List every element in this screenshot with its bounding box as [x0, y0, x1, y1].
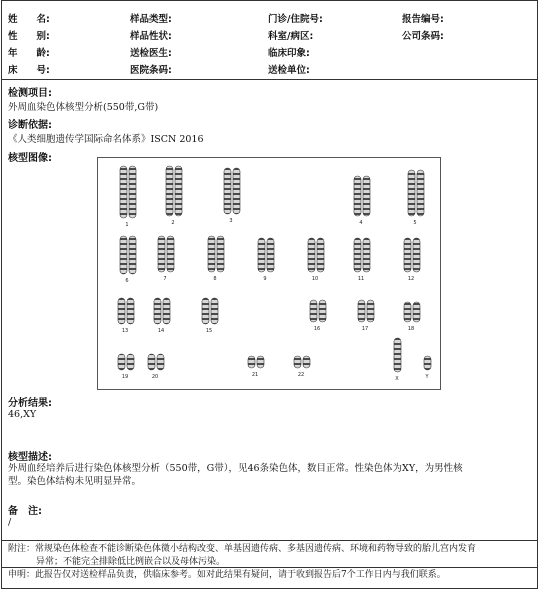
chromosome-pair-17 [358, 300, 374, 332]
karyotype-description-label: 核型描述: [8, 452, 52, 463]
chromosome-number-label: 19 [121, 374, 129, 380]
chromosome-11 [354, 238, 361, 272]
chromosome-19 [118, 354, 125, 370]
chromosome-pair-X [394, 338, 401, 382]
chromosome-21 [248, 356, 255, 368]
chromosome-number-label: 6 [125, 278, 129, 284]
chromosome-pair-20 [148, 354, 164, 380]
chromosome-number-label: 11 [357, 276, 365, 282]
chromosome-7 [158, 236, 165, 272]
department-field: 科室/病区: [268, 31, 314, 42]
chromosome-5 [417, 170, 424, 216]
chromosome-pair-Y [424, 356, 431, 380]
chromosome-pair-9 [258, 238, 274, 282]
chromosome-pair-11 [354, 238, 370, 282]
chromosome-20 [157, 354, 164, 370]
sample-state-field: 样品性状: [130, 31, 172, 42]
chromosome-15 [211, 298, 218, 324]
chromosome-Y [424, 356, 431, 370]
karyotype-description-text [8, 462, 533, 488]
chromosome-8 [208, 236, 215, 272]
note-line-2: 异常；不能完全排除低比例嵌合以及母体污染。 [36, 556, 226, 567]
chromosome-18 [404, 302, 411, 322]
clinical-impression-field: 临床印象: [268, 48, 310, 59]
chromosome-pair-2 [166, 166, 182, 226]
chromosome-number-label: 10 [311, 276, 319, 282]
sample-type-field: 样品类型: [130, 14, 172, 25]
footer-divider-2 [1, 567, 538, 568]
chromosome-9 [258, 238, 265, 272]
chromosome-18 [413, 302, 420, 322]
chromosome-pair-3 [224, 168, 240, 224]
chromosome-number-label: 9 [263, 276, 267, 282]
statement-line: 申明：此报告仅对送检样品负责，供临床参考。如对此结果有疑问，请于收到报告后7个工作日内与我们联系。 [8, 570, 446, 580]
chromosome-6 [120, 236, 127, 274]
test-item-value: 外周血染色体核型分析(550带,G带) [8, 102, 159, 113]
chromosome-X [394, 338, 401, 372]
chromosome-3 [224, 168, 231, 214]
chromosome-pair-22 [294, 356, 310, 378]
karyotype-image-label: 核型图像: [8, 153, 52, 164]
disclaimer [8, 569, 533, 582]
chromosome-pair-16 [310, 300, 326, 332]
diagnosis-basis-value: 《人类细胞遗传学国际命名体系》ISCN 2016 [8, 134, 204, 145]
chromosome-pair-15 [202, 298, 218, 334]
chromosome-pair-5 [408, 170, 424, 226]
test-item-label: 检测项目: [8, 88, 52, 99]
submitting-unit-field: 送检单位: [268, 65, 310, 76]
karyogram [98, 158, 440, 389]
chromosome-pair-6 [120, 236, 136, 284]
chromosome-number-label: 4 [359, 220, 363, 226]
name-field: 姓 名: [8, 14, 50, 25]
chromosome-pair-4 [354, 176, 370, 226]
chromosome-pair-18 [404, 302, 420, 332]
chromosome-12 [413, 238, 420, 272]
chromosome-10 [308, 238, 315, 272]
chromosome-19 [127, 354, 134, 370]
chromosome-2 [175, 166, 182, 216]
divider [1, 79, 538, 80]
chromosome-number-label: 1 [125, 222, 129, 228]
chromosome-number-label: 18 [407, 326, 415, 332]
chromosome-number-label: 12 [407, 276, 415, 282]
chromosome-10 [317, 238, 324, 272]
chromosome-number-label: X [395, 376, 399, 382]
chromosome-pair-14 [154, 298, 170, 334]
outpatient-number-field: 门诊/住院号: [268, 14, 323, 25]
chromosome-pair-1 [120, 166, 136, 228]
hospital-barcode-field: 医院条码: [130, 65, 172, 76]
chromosome-number-label: 22 [297, 372, 305, 378]
chromosome-4 [363, 176, 370, 216]
chromosome-2 [166, 166, 173, 216]
chromosome-number-label: 2 [171, 220, 175, 226]
chromosome-12 [404, 238, 411, 272]
chromosome-14 [163, 298, 170, 324]
bed-number-field: 床 号: [8, 65, 50, 76]
chromosome-8 [217, 236, 224, 272]
company-barcode-field: 公司条码: [402, 31, 444, 42]
chromosome-pair-7 [158, 236, 174, 282]
report-number-field: 报告编号: [402, 14, 444, 25]
age-field: 年 龄: [8, 48, 50, 59]
chromosome-pair-12 [404, 238, 420, 282]
chromosome-number-label: 14 [157, 328, 165, 334]
chromosome-13 [127, 298, 134, 324]
chromosome-9 [267, 238, 274, 272]
chromosome-21 [257, 356, 264, 368]
chromosome-pair-10 [308, 238, 324, 282]
chromosome-16 [310, 300, 317, 322]
description-line-2: 型。染色体结构未见明显异常。 [8, 476, 142, 487]
chromosome-number-label: 7 [163, 276, 167, 282]
chromosome-number-label: 16 [313, 326, 321, 332]
sex-field: 性 别: [8, 31, 50, 42]
remarks-label: 备 注: [8, 506, 42, 517]
chromosome-4 [354, 176, 361, 216]
chromosome-pair-21 [248, 356, 264, 378]
karyotype-image [97, 157, 441, 390]
chromosome-17 [367, 300, 374, 322]
chromosome-number-label: 13 [121, 328, 129, 334]
analysis-result-label: 分析结果: [8, 398, 52, 409]
chromosome-13 [118, 298, 125, 324]
chromosome-15 [202, 298, 209, 324]
chromosome-6 [129, 236, 136, 274]
chromosome-22 [303, 356, 310, 368]
chromosome-22 [294, 356, 301, 368]
description-line-1: 外周血经培养后进行染色体核型分析（550带，G带），见46条染色体，数目正常。性染色体为XY，为男性核 [8, 463, 463, 474]
chromosome-5 [408, 170, 415, 216]
chromosome-7 [167, 236, 174, 272]
chromosome-11 [363, 238, 370, 272]
chromosome-pair-8 [208, 236, 224, 282]
footer-divider [1, 540, 538, 541]
chromosome-1 [120, 166, 127, 218]
chromosome-pair-13 [118, 298, 134, 334]
chromosome-number-label: 8 [213, 276, 217, 282]
note-line-1: 附注：常规染色体检查不能诊断染色体微小结构改变、单基因遗传病、多基因遗传病、环境和药物导致的胎儿宫内发育 [8, 544, 477, 554]
chromosome-number-label: 3 [229, 218, 233, 224]
footer-note [8, 543, 533, 568]
chromosome-number-label: 21 [251, 372, 259, 378]
analysis-result-value: 46,XY [8, 409, 37, 420]
chromosome-1 [129, 166, 136, 218]
chromosome-number-label: 15 [205, 328, 213, 334]
chromosome-pair-19 [118, 354, 134, 380]
chromosome-3 [233, 168, 240, 214]
chromosome-20 [148, 354, 155, 370]
diagnosis-basis-label: 诊断依据: [8, 120, 52, 131]
chromosome-number-label: 5 [413, 220, 417, 226]
chromosome-17 [358, 300, 365, 322]
chromosome-number-label: Y [425, 374, 429, 380]
chromosome-number-label: 20 [151, 374, 159, 380]
remarks-value: / [8, 517, 12, 528]
chromosome-16 [319, 300, 326, 322]
chromosome-number-label: 17 [361, 326, 369, 332]
referring-doctor-field: 送检医生: [130, 48, 172, 59]
chromosome-14 [154, 298, 161, 324]
